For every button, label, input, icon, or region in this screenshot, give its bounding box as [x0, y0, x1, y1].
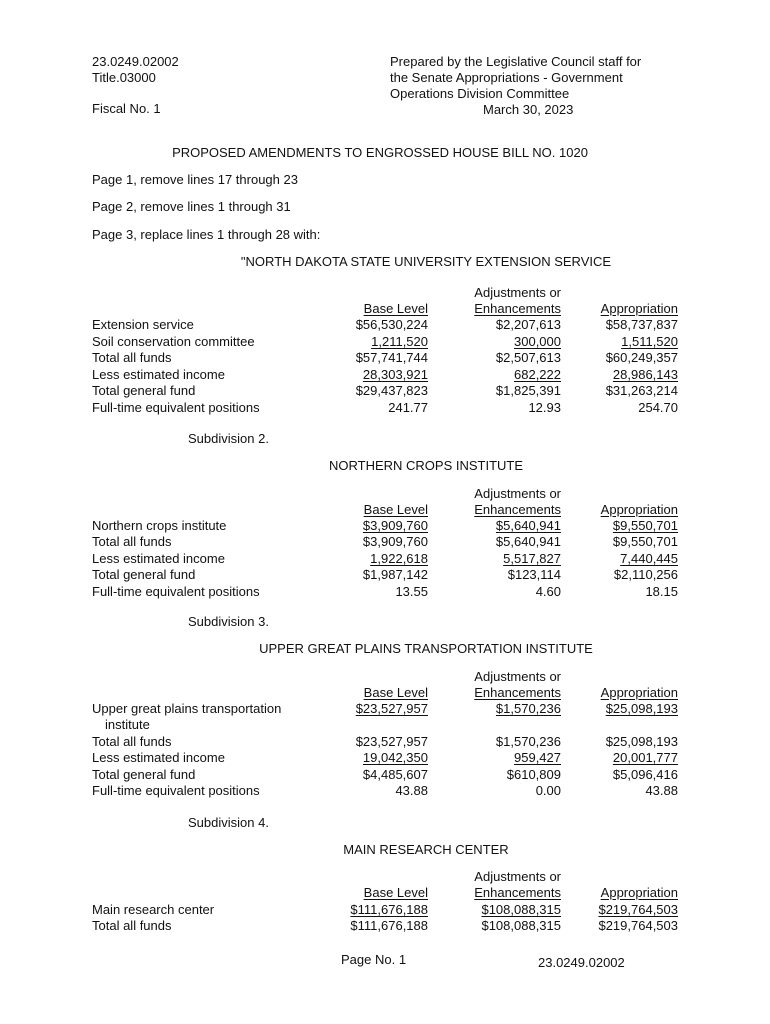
row-approp: $25,098,193	[605, 734, 678, 749]
row-adj: 300,000	[514, 334, 561, 349]
row-base: $3,909,760	[362, 518, 428, 533]
page-number: Page No. 1	[341, 952, 407, 967]
row-label-continued: institute	[105, 717, 150, 732]
prepared-by-line-3: Operations Division Committee	[390, 86, 570, 101]
row-label: Full-time equivalent positions	[92, 783, 260, 798]
row-adj: $5,640,941	[495, 518, 561, 533]
row-base: $111,676,188	[350, 918, 428, 933]
instruction-1: Page 1, remove lines 17 through 23	[92, 172, 298, 187]
subdivision-3-label: Subdivision 3.	[188, 614, 269, 629]
instruction-2: Page 2, remove lines 1 through 31	[92, 199, 291, 214]
row-approp: 1,511,520	[621, 334, 678, 349]
row-approp: 18.15	[645, 584, 678, 599]
prepared-by-line-2: the Senate Appropriations - Government	[390, 70, 623, 85]
row-base: $3,909,760	[362, 534, 428, 549]
subdivision-4-label: Subdivision 4.	[188, 815, 269, 830]
row-label: Main research center	[92, 902, 215, 917]
row-base: 241.77	[388, 400, 428, 415]
row-adj: 4.60	[535, 584, 561, 599]
col-header-approp: Appropriation	[600, 885, 678, 900]
row-base: 1,922,618	[370, 551, 428, 566]
row-approp: 43.88	[645, 783, 678, 798]
row-label: Total general fund	[92, 383, 196, 398]
row-adj: $5,640,941	[495, 534, 561, 549]
row-approp: 20,001,777	[612, 750, 678, 765]
row-adj: 682,222	[514, 367, 561, 382]
row-adj: 0.00	[535, 783, 561, 798]
row-adj: 959,427	[514, 750, 561, 765]
bill-id: 23.0249.02002	[92, 54, 179, 69]
row-label: Total all funds	[92, 734, 172, 749]
row-approp: $5,096,416	[612, 767, 678, 782]
col-header-approp: Appropriation	[600, 301, 678, 316]
row-label: Less estimated income	[92, 750, 225, 765]
row-adj: $1,570,236	[495, 701, 561, 716]
row-approp: $2,110,256	[613, 567, 678, 582]
row-base: 13.55	[395, 584, 428, 599]
row-approp: $219,764,503	[598, 902, 678, 917]
footer-bill-id: 23.0249.02002	[538, 955, 625, 970]
row-approp: 28,986,143	[612, 367, 678, 382]
prepared-by-line-1: Prepared by the Legislative Council staff for	[390, 54, 642, 69]
row-adj: 12.93	[528, 400, 561, 415]
col-header-base: Base Level	[363, 685, 428, 700]
row-adj: $610,809	[506, 767, 561, 782]
row-base: $29,437,823	[355, 383, 428, 398]
row-label: Northern crops institute	[92, 518, 227, 533]
row-base: $4,485,607	[362, 767, 428, 782]
col-header-adj-1: Adjustments or	[474, 669, 561, 684]
row-approp: $58,737,837	[605, 317, 678, 332]
row-label: Total general fund	[92, 767, 196, 782]
row-approp: $9,550,701	[612, 518, 678, 533]
section-title-extension: "NORTH DAKOTA STATE UNIVERSITY EXTENSION SERVICE	[240, 254, 612, 269]
col-header-adj-2: Enhancements	[474, 301, 561, 316]
col-header-adj-2: Enhancements	[474, 885, 561, 900]
row-adj: 5,517,827	[503, 551, 561, 566]
row-label: Full-time equivalent positions	[92, 584, 260, 599]
row-base: 1,211,520	[371, 334, 428, 349]
row-approp: $9,550,701	[612, 534, 678, 549]
section-title-upper-great-plains: UPPER GREAT PLAINS TRANSPORTATION INSTITUTE	[259, 641, 593, 656]
col-header-adj-2: Enhancements	[474, 502, 561, 517]
row-adj: $108,088,315	[481, 902, 561, 917]
row-label: Less estimated income	[92, 367, 225, 382]
row-adj: $123,114	[507, 567, 561, 582]
row-label: Total all funds	[92, 534, 172, 549]
col-header-approp: Appropriation	[600, 685, 678, 700]
row-adj: $108,088,315	[481, 918, 561, 933]
col-header-adj-1: Adjustments or	[474, 869, 561, 884]
row-label: Less estimated income	[92, 551, 225, 566]
row-base: $56,530,224	[355, 317, 428, 332]
row-label: Upper great plains transportation	[92, 701, 282, 716]
row-base: $57,741,744	[355, 350, 428, 365]
col-header-adj-1: Adjustments or	[474, 285, 561, 300]
row-base: $23,527,957	[355, 701, 428, 716]
col-header-base: Base Level	[363, 502, 428, 517]
row-base: 28,303,921	[362, 367, 428, 382]
section-title-northern-crops: NORTHERN CROPS INSTITUTE	[328, 458, 524, 473]
row-adj: $2,507,613	[495, 350, 561, 365]
instruction-3: Page 3, replace lines 1 through 28 with:	[92, 227, 321, 242]
row-base: $111,676,188	[350, 902, 428, 917]
row-label: Total all funds	[92, 918, 172, 933]
row-adj: $2,207,613	[495, 317, 561, 332]
col-header-base: Base Level	[363, 301, 428, 316]
col-header-adj-2: Enhancements	[474, 685, 561, 700]
row-approp: 7,440,445	[620, 551, 678, 566]
col-header-base: Base Level	[363, 885, 428, 900]
section-title-main-research: MAIN RESEARCH CENTER	[343, 842, 509, 857]
col-header-adj-1: Adjustments or	[474, 486, 561, 501]
row-approp: $60,249,357	[605, 350, 678, 365]
row-label: Total general fund	[92, 567, 196, 582]
fiscal-number: Fiscal No. 1	[92, 101, 161, 116]
col-header-approp: Appropriation	[600, 502, 678, 517]
document-heading: PROPOSED AMENDMENTS TO ENGROSSED HOUSE BILL NO. 1020	[172, 145, 588, 160]
row-approp: $31,263,214	[605, 383, 678, 398]
row-label: Extension service	[92, 317, 194, 332]
row-adj: $1,825,391	[495, 383, 561, 398]
row-approp: $25,098,193	[605, 701, 678, 716]
row-label: Soil conservation committee	[92, 334, 255, 349]
document-date: March 30, 2023	[483, 102, 574, 117]
subdivision-2-label: Subdivision 2.	[188, 431, 269, 446]
row-approp: $219,764,503	[598, 918, 678, 933]
row-base: 19,042,350	[362, 750, 428, 765]
row-base: $1,987,142	[362, 567, 428, 582]
row-adj: $1,570,236	[495, 734, 561, 749]
row-approp: 254.70	[638, 400, 678, 415]
row-label: Full-time equivalent positions	[92, 400, 260, 415]
row-base: $23,527,957	[355, 734, 428, 749]
row-label: Total all funds	[92, 350, 172, 365]
row-base: 43.88	[395, 783, 428, 798]
title-number: Title.03000	[92, 70, 156, 85]
